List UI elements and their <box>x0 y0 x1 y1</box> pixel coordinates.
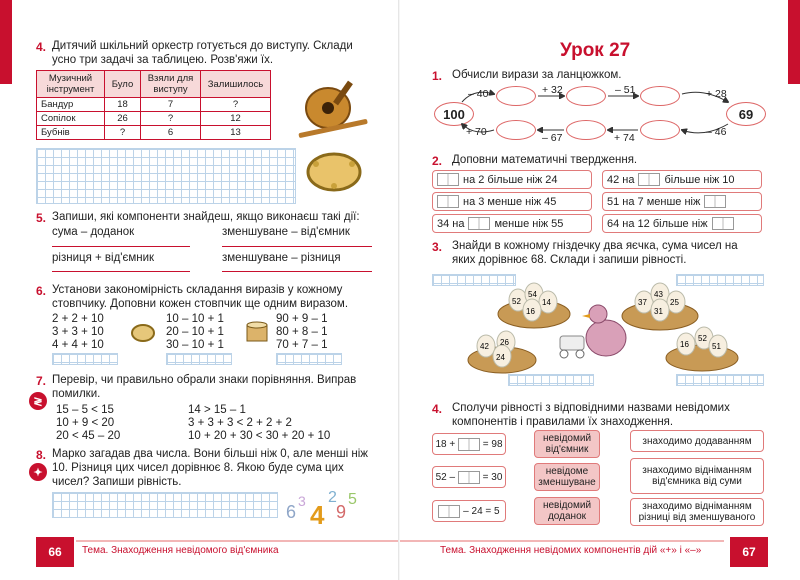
chain-start: 100 <box>434 102 474 126</box>
egg-number: 42 <box>480 342 489 351</box>
sopilka-icon <box>296 118 372 138</box>
blank-box[interactable] <box>638 173 660 186</box>
svg-text:6: 6 <box>286 502 297 522</box>
answer-line[interactable] <box>52 271 190 272</box>
svg-text:5: 5 <box>348 491 357 508</box>
table-header: Музичний інструмент <box>37 71 105 98</box>
answer-grid[interactable] <box>676 374 764 386</box>
egg-number: 26 <box>500 338 509 347</box>
expression: 20 – 10 + 1 <box>166 326 224 338</box>
statement[interactable]: на 2 більше ніж 24 <box>432 170 592 189</box>
nest-icon <box>664 318 740 372</box>
lightbulb-icon: ✦ <box>29 463 47 481</box>
nest-icon <box>466 320 538 374</box>
expression: 3 + 3 + 10 <box>52 326 104 338</box>
blank-box[interactable] <box>704 195 726 208</box>
task2-number: 2. <box>432 154 443 168</box>
drum-icon <box>244 320 270 344</box>
egg-number: 24 <box>496 353 505 362</box>
task6-text: Установи закономірність складання виразів у кожному стовпчику. Доповни кожен стовпчик ще одним виразом. <box>52 284 349 310</box>
task3-number: 3. <box>432 240 443 254</box>
egg-number: 31 <box>654 307 663 316</box>
rule[interactable]: знаходимо відніманням різниці від зменшуваного <box>630 498 764 526</box>
egg-number: 54 <box>528 290 537 299</box>
component-name[interactable]: невідоме зменшуване <box>534 463 600 491</box>
comparison: 3 + 3 + 3 < 2 + 2 + 2 <box>188 417 292 429</box>
task4-number: 4. <box>36 40 47 54</box>
answer-grid[interactable] <box>276 353 342 365</box>
egg-number: 52 <box>698 334 707 343</box>
task5-minuend-minus-subtrahend: зменшуване – від'ємник <box>222 226 350 238</box>
footer-line <box>400 540 724 542</box>
chain-end: 69 <box>726 102 766 126</box>
equation-1[interactable]: 18 + = 98 <box>432 433 506 455</box>
svg-text:9: 9 <box>336 502 347 522</box>
egg-number: 16 <box>680 340 689 349</box>
task5-sum-minus-addend: сума – доданок <box>52 226 135 238</box>
svg-text:2: 2 <box>328 489 337 506</box>
expression: 70 + 7 – 1 <box>276 339 328 351</box>
answer-grid[interactable] <box>36 148 296 204</box>
expression: 2 + 2 + 10 <box>52 313 104 325</box>
task8-number: 8. <box>36 448 47 462</box>
op-label: + 74 <box>614 132 635 144</box>
blank-box[interactable] <box>468 217 490 230</box>
task5-text: Запиши, які компоненти знайдеш, якщо виконаєш такі дії: <box>52 211 360 223</box>
statement[interactable]: 51 на 7 менше ніж <box>602 192 762 211</box>
task6-number: 6. <box>36 284 47 298</box>
equation-3[interactable]: – 24 = 5 <box>432 500 506 522</box>
egg-number: 43 <box>654 290 663 299</box>
answer-line[interactable] <box>222 246 372 247</box>
statement[interactable]: 64 на 12 більше ніж <box>602 214 762 233</box>
blank-box[interactable] <box>458 438 480 451</box>
blank-box[interactable] <box>712 217 734 230</box>
rule[interactable]: знаходимо додаванням <box>630 430 764 452</box>
lesson-title: Урок 27 <box>560 40 631 61</box>
expression: 90 + 9 – 1 <box>276 313 328 325</box>
drum-icon <box>130 322 156 344</box>
comparison: 10 + 9 < 20 <box>56 417 115 429</box>
svg-text:4: 4 <box>310 500 325 530</box>
page-number: 66 <box>36 537 74 567</box>
task5-minuend-minus-difference: зменшуване – різниця <box>222 252 341 264</box>
egg-number: 37 <box>638 298 647 307</box>
comparison: 20 < 45 – 20 <box>56 430 121 442</box>
task4-text: Дитячий шкільний оркестр готується до виступу. Склади усно три задачі за таблицею. Розв'яжи їх. <box>52 40 353 66</box>
footer-line <box>76 540 400 542</box>
op-label: – 67 <box>542 132 563 144</box>
task2-text: Доповни математичні твердження. <box>452 154 638 166</box>
egg-number: 14 <box>542 298 551 307</box>
task7-number: 7. <box>36 374 47 388</box>
op-label: – 40 <box>468 88 489 100</box>
comparison: 10 + 20 + 30 < 30 + 20 + 10 <box>188 430 331 442</box>
table-row: Сопілок 26 ? 12 <box>37 112 271 126</box>
answer-grid[interactable] <box>508 374 594 386</box>
statement[interactable]: 34 на менше ніж 55 <box>432 214 592 233</box>
egg-number: 16 <box>526 307 535 316</box>
blank-box[interactable] <box>458 471 480 484</box>
left-edge-tab <box>0 0 12 84</box>
component-name[interactable]: невідомий від'ємник <box>534 430 600 458</box>
blank-box[interactable] <box>437 173 459 186</box>
task4-right-text: Сполучи рівності з відповідними назвами невідомих компонентів і правилами їх знаходження. <box>452 402 730 428</box>
hen-icon <box>556 296 636 366</box>
page-number: 67 <box>730 537 768 567</box>
blank-box[interactable] <box>437 195 459 208</box>
footer-topic: Тема. Знаходження невідомих компонентів дій «+» і «–» <box>440 545 702 556</box>
expression: 4 + 4 + 10 <box>52 339 104 351</box>
table-row: Бубнів ? 6 13 <box>37 126 271 140</box>
table-header: Взяли для виступу <box>141 71 201 98</box>
expression: 10 – 10 + 1 <box>166 313 224 325</box>
answer-grid[interactable] <box>52 492 278 518</box>
task1-text: Обчисли вирази за ланцюжком. <box>452 69 622 81</box>
numbers-illustration-icon <box>284 478 368 532</box>
answer-grid[interactable] <box>166 353 232 365</box>
statement[interactable]: 42 на більше ніж 10 <box>602 170 762 189</box>
op-label: – 46 <box>706 126 727 138</box>
comparison: 14 > 15 – 1 <box>188 404 246 416</box>
egg-number: 51 <box>712 342 721 351</box>
op-label: + 28 <box>706 88 727 100</box>
tambourine-icon <box>304 148 364 194</box>
task7-text: Перевір, чи правильно обрали знаки порівняння. Випрaв помилки. <box>52 374 357 400</box>
statement[interactable]: на 3 менше ніж 45 <box>432 192 592 211</box>
table-row: Бандур 18 7 ? <box>37 98 271 112</box>
task1-number: 1. <box>432 69 443 83</box>
footer-topic: Тема. Знаходження невідомого від'ємника <box>82 545 279 556</box>
rule[interactable]: знаходимо відніманням від'ємника від суми <box>630 458 764 494</box>
answer-grid[interactable] <box>52 353 118 365</box>
expression: 80 + 8 – 1 <box>276 326 328 338</box>
blank-box[interactable] <box>438 505 460 518</box>
svg-text:3: 3 <box>298 493 306 509</box>
op-label: + 70 <box>466 126 487 138</box>
answer-line[interactable] <box>52 246 190 247</box>
task3-text: Знайди в кожному гніздечку два яєчка, сума чисел на яких дорівнює 68. Склади і запиши рівності. <box>452 240 738 266</box>
task5-difference-plus-subtrahend: різниця + від'ємник <box>52 252 155 264</box>
comparison: 15 – 5 < 15 <box>56 404 114 416</box>
orchestra-table <box>36 70 271 140</box>
egg-number: 52 <box>512 297 521 306</box>
egg-number: 25 <box>670 298 679 307</box>
component-name[interactable]: невідомий доданок <box>534 497 600 525</box>
task8-text: Марко загадав два числа. Вони більші ніж 0, але менші ніж 10. Різниця цих чисел дорівнює 8. Якою буде сума цих чисел? Запиши рівність. <box>52 448 368 488</box>
task4-right-number: 4. <box>432 402 443 416</box>
expression: 30 – 10 + 1 <box>166 339 224 351</box>
table-header: Залишилось <box>201 71 271 98</box>
op-label: – 51 <box>615 84 636 96</box>
answer-line[interactable] <box>222 271 372 272</box>
op-label: + 32 <box>542 84 563 96</box>
table-header: Було <box>105 71 141 98</box>
right-edge-tab <box>788 0 800 84</box>
task5-number: 5. <box>36 211 47 225</box>
compare-icon: ≷ <box>29 392 47 410</box>
equation-2[interactable]: 52 – = 30 <box>432 466 506 488</box>
